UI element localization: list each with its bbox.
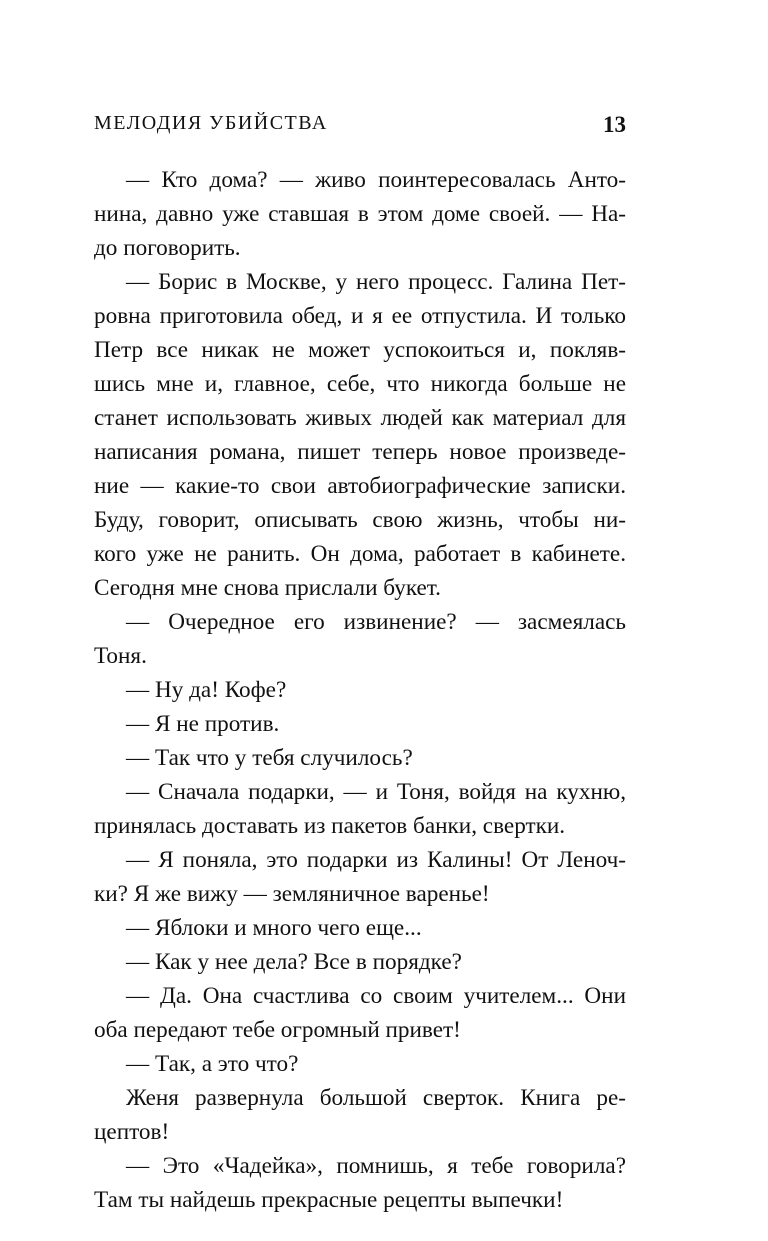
paragraph [94, 163, 626, 265]
paragraph [94, 741, 626, 775]
text-line: цептов! [94, 1119, 170, 1145]
text-line: ки? Я же вижу — земляничное варенье! [94, 881, 490, 907]
paragraph [94, 605, 626, 673]
body-text [94, 163, 626, 1217]
text-line: оба передают тебе огромный привет! [94, 1017, 461, 1043]
paragraph [94, 707, 626, 741]
text-line: — Так, а это что? [126, 1051, 299, 1077]
text-line: принялась доставать из пакетов банки, свертки. [94, 813, 566, 839]
paragraph [94, 673, 626, 707]
text-line: Там ты найдешь прекрасные рецепты выпечки! [94, 1187, 564, 1213]
paragraph [94, 775, 626, 843]
text-line: до поговорить. [94, 235, 241, 261]
text-line: — Яблоки и много чего еще... [126, 915, 422, 941]
paragraph [94, 1081, 626, 1149]
page-number: 13 [603, 112, 626, 137]
text-line: — Я поняла, это подарки из Калины! От Леноч- [126, 847, 626, 873]
running-head [94, 110, 626, 140]
text-line: нина, давно уже ставшая в этом доме своей. — На- [94, 201, 626, 227]
paragraph [94, 1047, 626, 1081]
book-title: МЕЛОДИЯ УБИЙСТВА [94, 112, 328, 134]
text-line: станет использовать живых людей как материал для [94, 405, 626, 431]
text-line: — Борис в Москве, у него процесс. Галина Пет- [126, 269, 626, 295]
text-line: Сегодня мне снова прислали букет. [94, 575, 441, 601]
text-line: — Очередное его извинение? — засмеялась [126, 609, 626, 635]
paragraph [94, 911, 626, 945]
text-line: шись мне и, главное, себе, что никогда больше не [94, 371, 626, 397]
paragraph [94, 1149, 626, 1217]
text-line: — Это «Чадейка», помнишь, я тебе говорила? [126, 1153, 626, 1179]
text-line: — Кто дома? — живо поинтересовалась Анто- [126, 167, 626, 193]
paragraph [94, 843, 626, 911]
text-line: — Ну да! Кофе? [126, 677, 287, 703]
text-line: написания романа, пишет теперь новое произведе- [94, 439, 626, 465]
text-line: — Как у нее дела? Все в порядке? [126, 949, 462, 975]
text-line: — Да. Она счастлива со своим учителем... Они [126, 983, 626, 1009]
paragraph [94, 945, 626, 979]
text-line: кого уже не ранить. Он дома, работает в кабинете. [94, 541, 626, 567]
paragraph [94, 265, 626, 605]
text-line: — Я не против. [126, 711, 280, 737]
text-line: Тоня. [94, 643, 147, 669]
paragraph [94, 979, 626, 1047]
text-line: ние — какие-то свои автобиографические записки. [94, 473, 626, 499]
text-line: Женя развернула большой сверток. Книга ре- [126, 1085, 626, 1111]
text-line: — Так что у тебя случилось? [126, 745, 413, 771]
text-line: — Сначала подарки, — и Тоня, войдя на кухню, [126, 779, 626, 805]
text-line: ровна приготовила обед, и я ее отпустила. И только [94, 303, 626, 329]
text-line: Буду, говорит, описывать свою жизнь, чтобы ни- [94, 507, 626, 533]
text-line: Петр все никак не может успокоиться и, покляв- [94, 337, 626, 363]
